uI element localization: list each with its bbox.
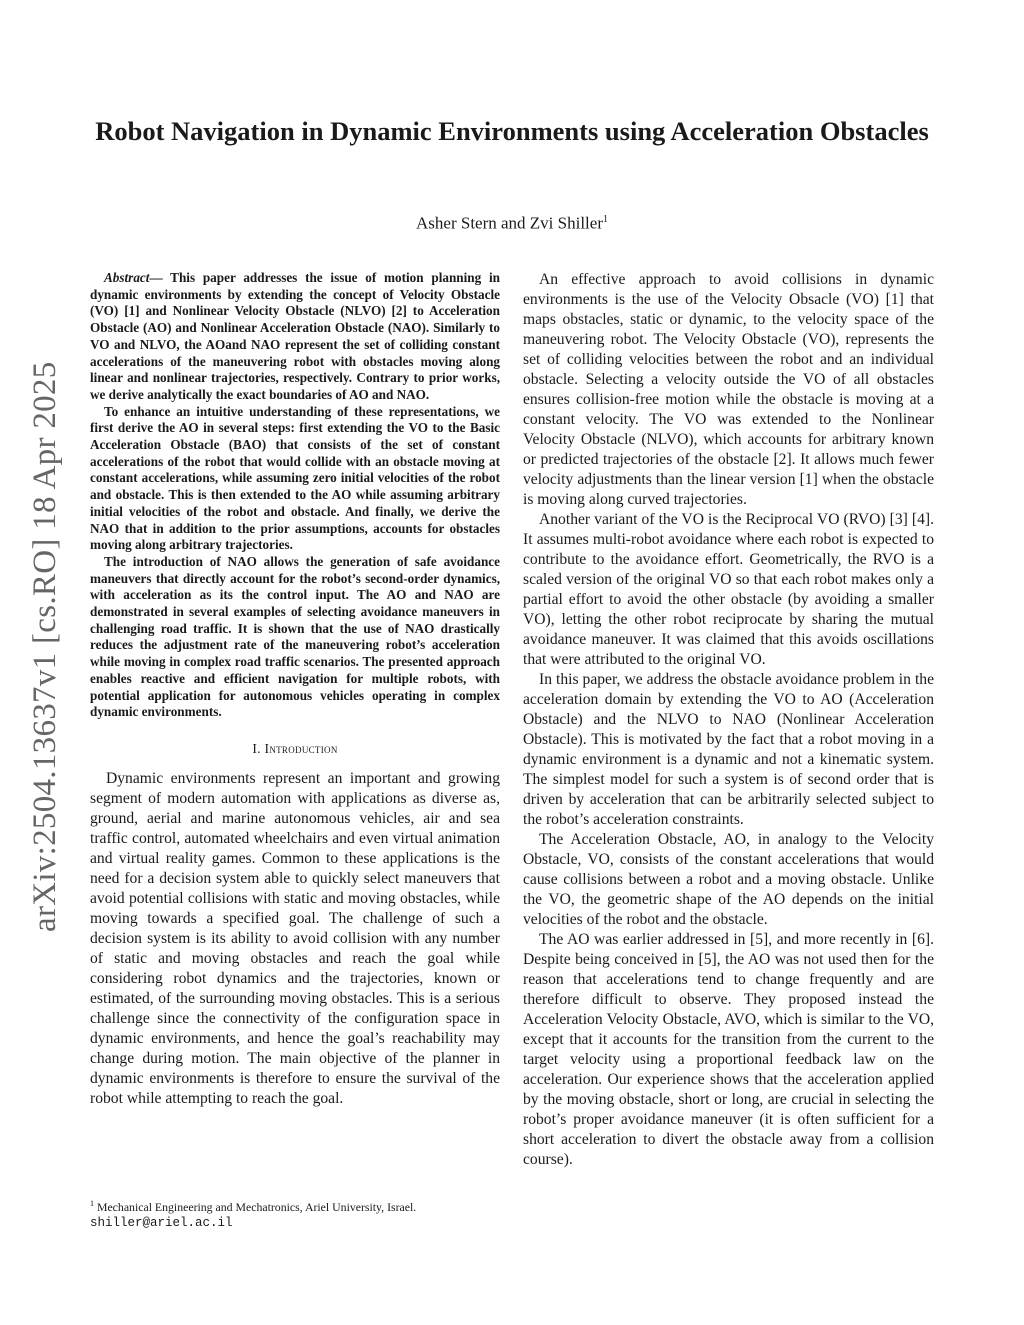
intro-paragraph-1: Dynamic environments represent an important and growing segment of modern automation with applications as diverse as, ground, aerial and marine autonomous vehicles, air and sea traffic control, automated wheelchairs and even virtual animation and virtual reality games. Common to these applications is the need for a decision system able to quickly select maneuvers that avoid potential collisions with static and moving obstacles, while moving towards a specified goal. The challenge of such a decision system is its ability to avoid collision with any number of static and moving obstacles and reach the goal while considering robot dynamics and the trajectories, known or estimated, of the surrounding moving obstacles. This is a serious challenge since the connectivity of the configuration space in dynamic environments, and hence the goal’s reachability may change during motion. The main objective of the planner in dynamic environments is therefore to ensure the survival of the robot while attempting to reach the goal. — [90, 769, 500, 1107]
section-title: Introduction — [264, 740, 338, 756]
paper-title: Robot Navigation in Dynamic Environments using Acceleration Obstacles — [95, 116, 929, 146]
right-column — [523, 270, 934, 1170]
right-paragraph-3: In this paper, we address the obstacle avoidance problem in the acceleration domain by extending the VO to AO (Acceleration Obstacle) and the NLVO to NAO (Nonlinear Acceleration Obstacle). This is motivated by the fact that a robot moving in a dynamic environment is a dynamic and not a kinematic system. The simplest model for such a system is of second order that is driven by acceleration that can be arbitrarily selected subject to the robot’s acceleration constraints. — [523, 671, 934, 828]
abstract-label: Abstract — [104, 270, 150, 285]
abstract-paragraph-3: The introduction of NAO allows the generation of safe avoidance maneuvers that directly account for the robot’s second-order dynamics, with acceleration as its the control input. The AO and NAO are demonstrated in several examples of selecting avoidance maneuvers in challenging road traffic. It is shown that the use of NAO drastically reduces the adjustment rate of the maneuvering robot’s acceleration while moving in complex road traffic scenarios. The presented approach enables reactive and efficient navigation for multiple robots, with potential application for autonomous vehicles operating in complex dynamic environments. — [90, 553, 500, 720]
author-names: Asher Stern and Zvi Shiller — [416, 213, 603, 233]
footnote-mark: 1 — [90, 1199, 94, 1208]
author-line — [90, 208, 934, 236]
abstract-text-1: — This paper addresses the issue of motion planning in dynamic environments by extending the concept of Velocity Obstacle (VO) [1] and Nonlinear Velocity Obstacle (NLVO) [2] to Acceleration Obstacle (AO) and Nonlinear Acceleration Obstacle (NAO). Similarly to VO and NLVO, the AOand NAO represent the set of colliding constant accelerations of the maneuvering robot with obstacles moving along linear and nonlinear trajectories, respectively. Contrary to prior works, we derive analytically the exact boundaries of AO and NAO. — [90, 270, 500, 402]
right-paragraph-2: Another variant of the VO is the Reciprocal VO (RVO) [3] [4]. It assumes multi-robot avoidance where each robot is expected to contribute to the avoidance effort. Geometrically, the RVO is a scaled version of the original VO so that each robot makes only a partial effort to avoid the other obstacle (by avoiding a smaller VO), letting the other robot reciprocate by sharing the mutual avoidance maneuver. It was claimed that this avoids oscillations that were attributed to the original VO. — [523, 511, 934, 668]
right-paragraph-4: The Acceleration Obstacle, AO, in analogy to the Velocity Obstacle, VO, consists of the constant accelerations that would cause collisions between a robot and a moving obstacle. Unlike the VO, the geometric shape of the AO depends on the initial velocities of the robot and the obstacle. — [523, 831, 934, 928]
right-paragraph-5: The AO was earlier addressed in [5], and more recently in [6]. Despite being conceived in [5], the AO was not used then for the reason that accelerations tend to change frequently and are therefore difficult to observe. They proposed instead the Acceleration Velocity Obstacle, AVO, which is similar to the VO, except that it accounts for the transition from the current to the target velocity using a proportional feedback law on the acceleration. Our experience shows that the acceleration applied by the moving obstacle, short or long, are crucial in selecting the robot’s proper avoidance maneuver (it is often sufficient for a short acceleration to divert the obstacle away from a collision course). — [523, 931, 934, 1168]
author-affiliation-mark: 1 — [602, 214, 608, 225]
abstract-paragraph-2: To enhance an intuitive understanding of these representations, we first derive the AO in several steps: first extending the VO to the Basic Acceleration Obstacle (BAO) that consists of the set of constant accelerations of the robot that would collide with an obstacle moving at constant accelerations, while assuming zero initial velocities of the robot and obstacle. This is then extended to the AO while assuming arbitrary initial velocities of the robot and obstacle. And finally, we derive the NAO that in addition to the prior assumptions, accounts for obstacles moving along arbitrary trajectories. — [90, 403, 500, 553]
section-heading-introduction — [90, 741, 500, 757]
left-column — [90, 270, 500, 1109]
footnote-affiliation: Mechanical Engineering and Mechatronics, Ariel University, Israel. — [96, 1199, 417, 1214]
section-number: I. — [252, 740, 261, 756]
footnote — [90, 1196, 500, 1232]
right-paragraph-1: An effective approach to avoid collisions in dynamic environments is the use of the Velocity Obsacle (VO) [1] that maps obstacles, static or dynamic, to the velocity space of the maneuvering robot. The Velocity Obstacle (VO), represents the set of colliding velocities between the robot and an individual obstacle. Selecting a velocity outside the VO of all obstacles ensures collision-free motion while the obstacle is moving at a constant velocity. The VO was extended to the Nonlinear Velocity Obstacle (NLVO), which accounts for arbitrary known or predicted trajectories of the obstacle [2]. It allows much fewer velocity adjustments than the linear version [1] when the obstacle is moving along curved trajectories. — [523, 271, 934, 508]
arxiv-identifier[interactable]: arXiv:2504.13637v1 [cs.RO] 18 Apr 2025 — [27, 361, 63, 932]
abstract — [90, 270, 500, 721]
introduction-body — [90, 769, 500, 1109]
footnote-email[interactable]: shiller@ariel.ac.il — [90, 1216, 233, 1231]
abstract-paragraph-1 — [90, 270, 500, 404]
